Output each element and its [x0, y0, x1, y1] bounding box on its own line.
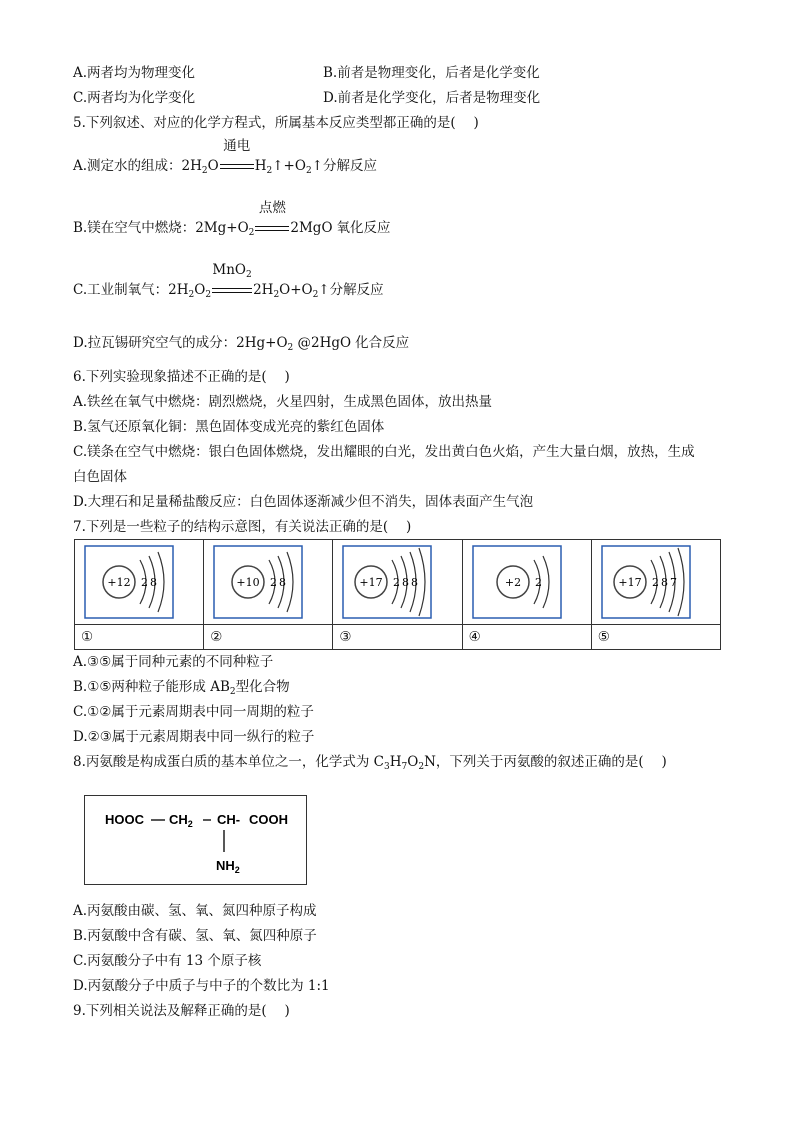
q5-d-label: D.拉瓦锡研究空气的成分：: [73, 335, 237, 351]
atom-structure-svg: [204, 540, 332, 624]
particle-diagram-2: [204, 540, 332, 624]
electron-count: 8: [402, 576, 410, 589]
electron-count: 7: [669, 576, 677, 589]
particle-cell: [591, 540, 720, 625]
electron-shell-arc: [543, 556, 549, 608]
q6-option-d: D.大理石和足量稀盐酸反应：白色固体逐渐减少但不消失，固体表面产生气泡: [73, 494, 534, 510]
atom-structure-svg: [463, 540, 591, 624]
q4-option-b: B.前者是物理变化，后者是化学变化: [323, 65, 540, 81]
q8-option-d: D.丙氨酸分子中质子与中子的个数比为 1:1: [73, 978, 330, 994]
q6-option-a: A.铁丝在氧气中燃烧：剧烈燃烧，火星四射，生成黑色固体，放出热量: [73, 394, 493, 410]
q5-option-d: D.拉瓦锡研究空气的成分：$2Hg+O_2$ @2HgO 化合反应: [73, 335, 410, 353]
q8-option-b: B.丙氨酸中含有碳、氢、氧、氮四种原子: [73, 928, 317, 944]
group-ch2: $CH_2$: [169, 812, 193, 829]
q5-c-label: C.工业制氧气：: [73, 282, 169, 298]
alanine-structure-diagram: [84, 795, 307, 885]
q6-option-c-cont: 白色固体: [73, 469, 127, 485]
electron-shell-arc: [287, 552, 293, 612]
q5-option-c: C.工业制氧气：$2H_2O_2$ MnO$_2$ $2H_2O+O_2↑$分解反应: [73, 262, 384, 300]
particle-diagram-5: [592, 540, 720, 624]
particle-index: ①: [75, 625, 204, 650]
atom-structure-svg: [592, 540, 720, 624]
group-cooh: COOH: [249, 812, 288, 827]
q7-option-a: A.③⑤属于同种元素的不同种粒子: [73, 654, 274, 670]
q6-option-b: B.氢气还原氧化铜：黑色固体变成光亮的紫红色固体: [73, 419, 385, 435]
atom-structure-svg: [75, 540, 203, 624]
q7-option-b: B.①⑤两种粒子能形成 $AB_2$型化合物: [73, 679, 290, 697]
q7-stem: 7.下列是一些粒子的结构示意图，有关说法正确的是( ): [73, 519, 412, 535]
particle-diagram-4: [463, 540, 591, 624]
electron-shell-arc: [158, 552, 164, 612]
q9-stem: 9.下列相关说法及解释正确的是( ): [73, 1003, 290, 1019]
q8-stem: 8.丙氨酸是构成蛋白质的基本单位之一，化学式为 $C_3H_7O_2N$，下列关于丙氨酸的叙述正确的是( ): [73, 754, 667, 772]
electron-count: 8: [279, 576, 287, 589]
nucleus-charge: +12: [107, 576, 131, 589]
q7-option-d: D.②③属于元素周期表中同一纵行的粒子: [73, 729, 315, 745]
nucleus-charge: +10: [236, 576, 260, 589]
particle-cell: [462, 540, 591, 625]
q5-stem: 5.下列叙述、对应的化学方程式，所属基本反应类型都正确的是( ): [73, 115, 479, 131]
q7-option-c: C.①②属于元素周期表中同一周期的粒子: [73, 704, 314, 720]
electron-count: 2: [141, 576, 148, 589]
q5-option-a: A.测定水的组成：$2H_2O$ 通电 $H_2↑+O_2↑$分解反应: [73, 138, 377, 176]
particle-diagram-1: [75, 540, 203, 624]
q4-option-a: A.两者均为物理变化: [73, 65, 196, 81]
electron-count: 8: [411, 576, 419, 589]
q6-stem: 6.下列实验现象描述不正确的是( ): [73, 369, 290, 385]
group-nh2: $NH_2$: [216, 858, 240, 875]
reaction-condition: MnO$_2$: [211, 281, 253, 299]
q4-option-d: D.前者是化学变化，后者是物理变化: [323, 90, 541, 106]
reaction-condition: 点燃: [254, 219, 290, 237]
electron-count: 2: [534, 576, 542, 589]
electron-count: 8: [150, 576, 157, 589]
q5-option-b: B.镁在空气中燃烧：$2Mg+O_2$ 点燃 2MgO 氧化反应: [73, 200, 391, 238]
nucleus-charge: +17: [359, 576, 383, 589]
particle-index: ⑤: [591, 625, 720, 650]
atom-structure-svg: [333, 540, 461, 624]
particle-index: ③: [333, 625, 462, 650]
electron-shell-arc: [419, 548, 425, 616]
nucleus-charge: +17: [618, 576, 642, 589]
particle-structure-table: [74, 539, 721, 650]
particle-cell: [333, 540, 462, 625]
electron-shell-arc: [678, 548, 684, 616]
particle-index: ②: [204, 625, 333, 650]
q8-option-a: A.丙氨酸由碳、氢、氧、氮四种原子构成: [73, 903, 317, 919]
electron-count: 2: [270, 576, 278, 589]
electron-count: 2: [393, 576, 401, 589]
nucleus-charge: +2: [504, 576, 521, 589]
q4-option-c: C.两者均为化学变化: [73, 90, 196, 106]
group-ch: CH-: [217, 812, 241, 827]
particle-index: ④: [462, 625, 591, 650]
group-hooc: HOOC: [105, 812, 144, 827]
electron-count: 2: [651, 576, 659, 589]
q5-b-label: B.镁在空气中燃烧：: [73, 220, 196, 236]
electron-count: 8: [660, 576, 668, 589]
particle-diagram-3: [333, 540, 461, 624]
q8-option-c: C.丙氨酸分子中有 13 个原子核: [73, 953, 262, 969]
q5-a-label: A.测定水的组成：: [73, 158, 182, 174]
particle-cell: [204, 540, 333, 625]
q6-option-c: C.镁条在空气中燃烧：银白色固体燃烧，发出耀眼的白光，发出黄白色火焰，产生大量白烟，放热，生成: [73, 444, 695, 460]
particle-cell: [75, 540, 204, 625]
reaction-condition: 通电: [219, 157, 255, 175]
